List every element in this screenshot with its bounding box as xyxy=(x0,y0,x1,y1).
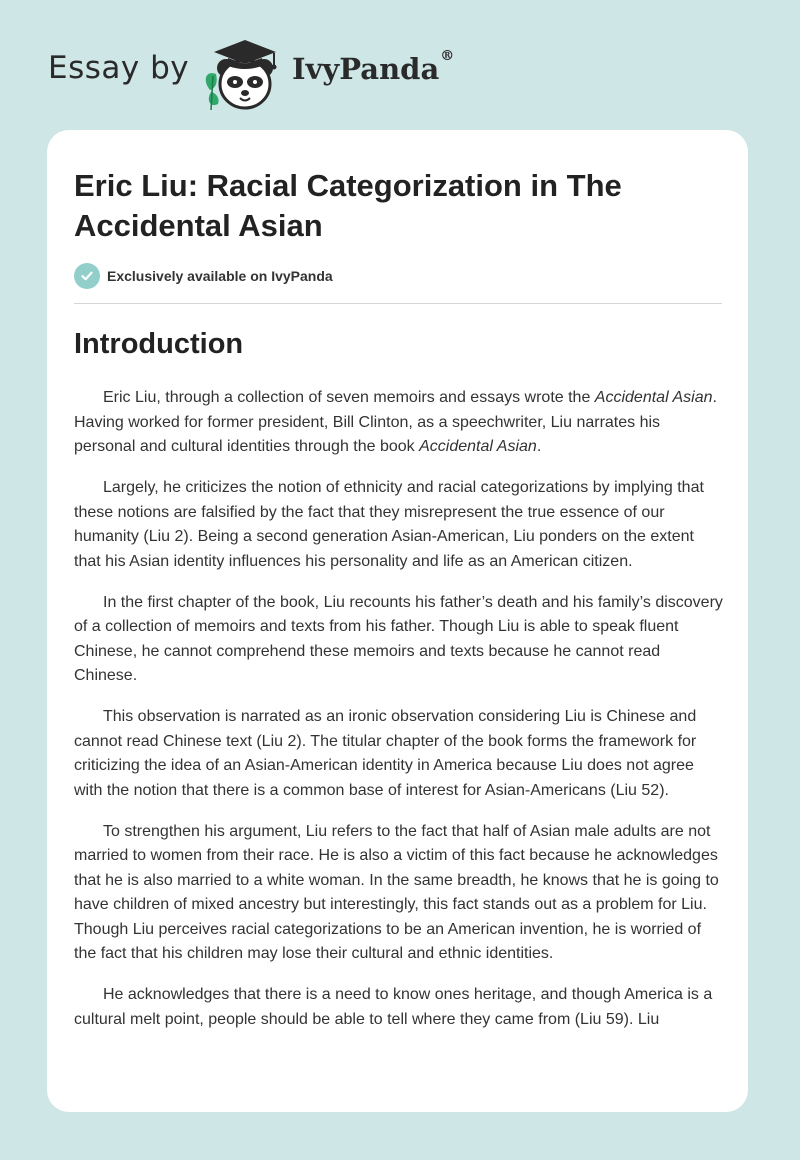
book-title-italic: Accidental Asian xyxy=(594,389,713,406)
essay-paragraph xyxy=(74,820,724,967)
paragraph-text: In the first chapter of the book, Liu recounts his father’s death and his family’s discovery of a collection of memoirs and texts from his father. Though Liu is able to speak fluent Chinese, he cannot comprehend these memoirs and texts because he cannot read Chinese. xyxy=(74,593,723,684)
brand-prefix: Essay by xyxy=(48,50,190,86)
check-circle-icon xyxy=(74,263,100,289)
paragraph-text: Eric Liu, through a collection of seven memoirs and essays wrote the xyxy=(103,389,595,406)
paragraph-text: . Having worked for former president, Bill Clinton, as a speechwriter, Liu narrates his personal and cultural identities through the book xyxy=(74,389,717,455)
paragraph-text: This observation is narrated as an ironic observation considering Liu is Chinese and cannot read Chinese text (Liu 2). The titular chapter of the book forms the framework for criticizing the idea of an Asian-American identity in America because Liu does not agree with the notion that there is a common base of interest for Asian-Americans (Liu 52). xyxy=(74,708,697,799)
brand-name-text: IvyPanda xyxy=(292,52,440,86)
paragraph-text: . xyxy=(536,438,542,455)
exclusive-badge xyxy=(74,263,333,289)
paragraph-text: Largely, he criticizes the notion of ethnicity and racial categorizations by implying that these notions are falsified by the fact that they misrepresent the true essence of our humanity (Liu 2). Being a second generation Asian-American, Liu ponders on the extent that his Asian identity influences his personality and life as an American citizen. xyxy=(74,479,704,570)
essay-paragraph xyxy=(74,476,724,574)
essay-paragraph xyxy=(74,591,724,689)
essay-paragraph xyxy=(74,983,724,1032)
essay-title: Eric Liu: Racial Categorization in The Accidental Asian xyxy=(74,168,622,243)
essay-paragraph xyxy=(74,705,724,803)
paragraph-text: He acknowledges that there is a need to know ones heritage, and though America is a cultural melt point, people should be able to tell where they came from (Liu 59). Liu xyxy=(74,986,713,1028)
panda-graduate-icon[interactable] xyxy=(196,30,288,114)
brand-name[interactable] xyxy=(292,48,455,86)
essay-paragraph xyxy=(74,386,724,460)
divider xyxy=(74,303,722,304)
book-title-italic: Accidental Asian xyxy=(419,438,537,455)
paragraph-text: To strengthen his argument, Liu refers to the fact that half of Asian male adults are not married to women from their race. He is also a victim of this fact because he acknowledges that he is also married to a white woman. In the same breadth, he knows that he is going to have children of mixed ancestry but interestingly, this fact stands out as a problem for Liu. Though Liu perceives racial categorizations to be an American invention, he is worried of the fact that his children may lose their cultural and ethnic identities. xyxy=(74,822,719,962)
section-heading: Introduction xyxy=(74,328,244,360)
essay-card xyxy=(47,130,748,1112)
essay-body xyxy=(74,386,724,1049)
registered-mark: ® xyxy=(440,48,455,64)
site-header xyxy=(0,0,800,130)
exclusive-label: Exclusively available on IvyPanda xyxy=(107,268,333,284)
